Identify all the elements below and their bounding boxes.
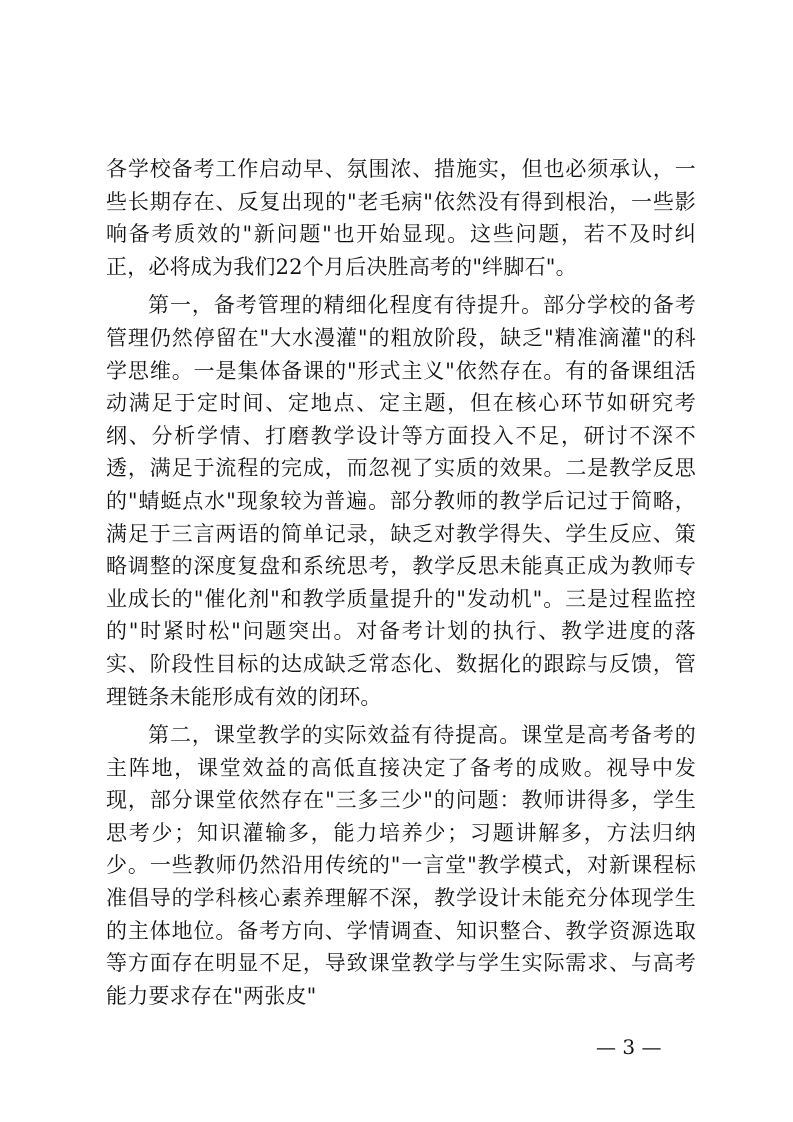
body-text — [106, 153, 696, 1012]
paragraph-classroom: 第二，课堂教学的实际效益有待提高。课堂是高考备考的主阵地，课堂效益的高低直接决定了备考的成败。视导中发现，部分课堂依然存在"三多三少"的问题：教师讲得多，学生思考少；知识灌输多，能力培养少；习题讲解多，方法归纳少。一些教师仍然沿用传统的"一言堂"教学模式，对新课程标准倡导的学科核心素养理解不深，教学设计未能充分体现学生的主体地位。备考方向、学情调查、知识整合、教学资源选取等方面存在明显不足，导致课堂教学与学生实际需求、与高考能力要求存在"两张皮" — [106, 723, 696, 1008]
page-number: — 3 — — [596, 1035, 662, 1059]
paragraph-management: 第一，备考管理的精细化程度有待提升。部分学校的备考管理仍然停留在"大水漫灌"的粗放阶段，缺乏"精准滴灌"的科学思维。一是集体备课的"形式主义"依然存在。有的备课组活动满足于定时间、定地点、定主题，但在核心环节如研究考纲、分析学情、打磨教学设计等方面投入不足，研讨不深不透，满足于流程的完成，而忽视了实质的效果。二是教学反思的"蜻蜓点水"现象较为普遍。部分教师的教学后记过于简略，满足于三言两语的简单记录，缺乏对教学得失、学生反应、策略调整的深度复盘和系统思考，教学反思未能真正成为教师专业成长的"催化剂"和教学质量提升的"发动机"。三是过程监控的"时紧时松"问题突出。对备考计划的执行、教学进度的落实、阶段性目标的达成缺乏常态化、数据化的跟踪与反馈，管理链条未能形成有效的闭环。 — [106, 293, 696, 709]
paragraph-continuation: 各学校备考工作启动早、氛围浓、措施实，但也必须承认，一些长期存在、反复出现的"老毛病"依然没有得到根治，一些影响备考质效的"新问题"也开始显现。这些问题，若不及时纠正，必将成为我们22个月后决胜高考的"绊脚石"。 — [106, 157, 696, 279]
